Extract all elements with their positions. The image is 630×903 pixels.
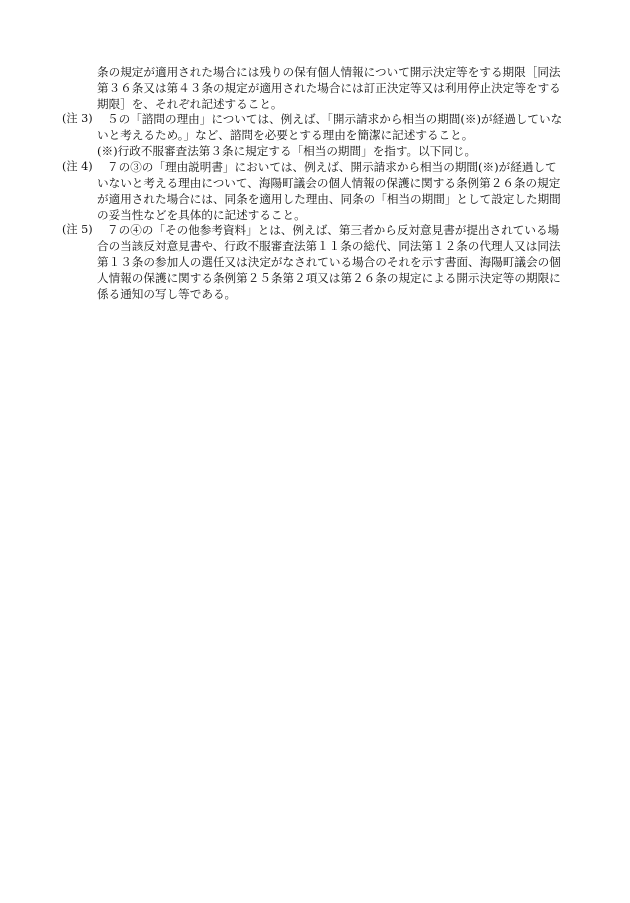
note-5-line-1: ７の④の「その他参考資料」とは、例えば、第三者から反対意見書が提出されている場: [107, 223, 560, 237]
note-3-marker: (注 3): [62, 112, 93, 125]
note-4-marker: (注 4): [62, 160, 93, 173]
note-4-line-2: いないと考える理由について、海陽町議会の個人情報の保護に関する条例第２６条の規定: [97, 176, 561, 190]
note-4-line-1: ７の③の「理由説明書」においては、例えば、開示請求から相当の期間(※)が経過して: [107, 160, 557, 174]
note-4-line-3: が適用された場合には、同条を適用した理由、同条の「相当の期間」として設定した期間: [97, 192, 561, 206]
note-3-line-1: ５の「諮問の理由」については、例えば、「開示請求から相当の期間(※)が経過していな: [107, 112, 563, 126]
note-3-line-2: いと考えるため。」など、諮問を必要とする理由を簡潔に記述すること。: [97, 128, 474, 142]
note-4-line-4: の妥当性などを具体的に記述すること。: [97, 208, 306, 222]
note-5-line-4: 人情報の保護に関する条例第２５条第２項又は第２６条の規定による開示決定等の期限に: [97, 271, 561, 285]
continuation-line-3: 期限］を、それぞれ記述すること。: [97, 97, 283, 111]
note-5-marker: (注 5): [62, 223, 93, 236]
note-5-line-2: 合の当該反対意見書や、行政不服審査法第１１条の総代、同法第１２条の代理人又は同法: [97, 239, 561, 253]
note-5-line-3: 第１３条の参加人の選任又は決定がなされている場合のそれを示す書面、海陽町議会の個: [97, 255, 561, 269]
continuation-line-1: 条の規定が適用された場合には残りの保有個人情報について開示決定等をする期限［同法: [97, 65, 561, 79]
continuation-line-2: 第３６条又は第４３条の規定が適用された場合には訂正決定等又は利用停止決定等をする: [97, 81, 561, 95]
note-5-line-5: 係る通知の写し等である。: [97, 287, 237, 301]
note-3-line-3: (※)行政不服審査法第３条に規定する「相当の期間」を指す。以下同じ。: [97, 144, 477, 158]
